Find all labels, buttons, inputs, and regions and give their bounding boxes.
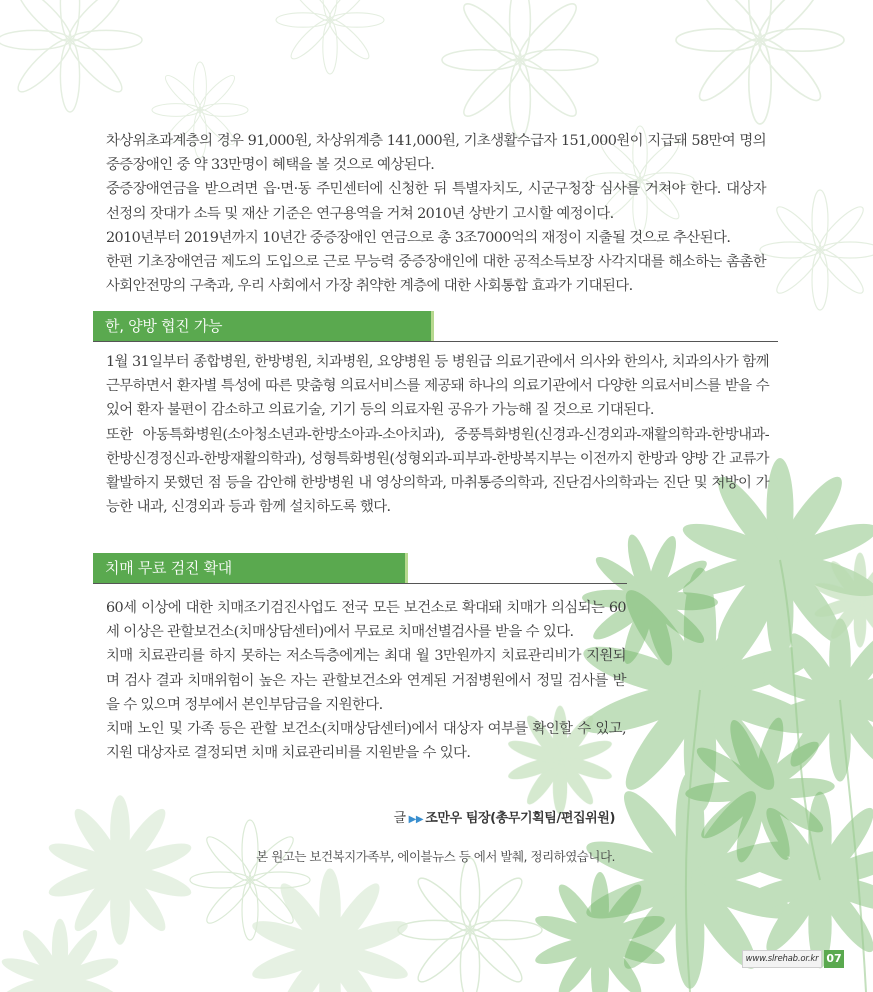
paragraph: 1월 31일부터 종합병원, 한방병원, 치과병원, 요양병원 등 병원급 의료기관에서 의사와 한의사, 치과의사가 함께 근무하면서 환자별 특성에 따른 맞춤형 의료서비스를 제공돼 하나의 의료기관에서 다양한 의료서비스를 받을 수 있어 환자 불편이 감소하고 의료기술, 기기 등의 의료자원 공유가 가능해 질 것으로 기대된다.	[106, 354, 769, 419]
section-body-oriental-western-cooperation	[106, 350, 769, 519]
paragraph: 중증장애연금을 받으려면 읍·면·동 주민센터에 신청한 뒤 특별자치도, 시군구청장 심사를 거쳐야 한다. 대상자 선정의 잣대가 소득 및 재산 기준은 연구용역을 거쳐 2010년 상반기 고시할 예정이다.	[106, 181, 766, 222]
paragraph: 차상위초과계층의 경우 91,000원, 차상위계층 141,000원, 기초생활수급자 151,000원이 지급돼 58만여 명의 중증장애인 중 약 33만명이 혜택을 볼 것으로 예상된다.	[106, 133, 766, 174]
section-heading-oriental-western-cooperation: 한, 양방 협진 가능	[93, 311, 431, 341]
paragraph: 한편 기초장애연금 제도의 도입으로 근로 무능력 중증장애인에 대한 공적소득보장 사각지대를 해소하는 촘촘한 사회안전망의 구축과, 우리 사회에서 가장 취약한 계층에 대한 사회통합 효과가 기대된다.	[106, 254, 766, 295]
paragraph: 치매 치료관리를 하지 못하는 저소득층에게는 최대 월 3만원까지 치료관리비가 지원되며 검사 결과 치매위험이 높은 자는 관할보건소와 연계된 거점병원에서 정밀 검사를 받을 수 있으며 정부에서 본인부담금을 지원한다.	[106, 648, 626, 713]
section-divider	[93, 583, 627, 584]
paragraph: 60세 이상에 대한 치매조기검진사업도 전국 모든 보건소로 확대돼 치매가 의심되는 60세 이상은 관할보건소(치매상담센터)에서 무료로 치매선별검사를 받을 수 있다.	[106, 600, 626, 641]
footer-url-badge: www.slrehab.or.kr	[742, 950, 822, 968]
section-divider	[93, 341, 778, 342]
byline-prefix: 글	[393, 811, 406, 826]
page-number: 07	[824, 950, 844, 968]
intro-text	[106, 129, 766, 298]
source-note: 본 원고는 보건복지가족부, 에이블뉴스 등 에서 발췌, 정리하였습니다.	[256, 849, 615, 864]
section-heading-dementia-screening: 치매 무료 검진 확대	[93, 553, 405, 583]
double-arrow-icon: ▶▶	[408, 814, 424, 825]
section-body-dementia-screening	[106, 596, 626, 765]
byline	[393, 807, 615, 826]
paragraph: 치매 노인 및 가족 등은 관할 보건소(치매상담센터)에서 대상자 여부를 확인할 수 있고, 지원 대상자로 결정되면 치매 치료관리비를 지원받을 수 있다.	[106, 721, 626, 762]
paragraph: 2010년부터 2019년까지 10년간 중증장애인 연금으로 총 3조7000억의 재정이 지출될 것으로 추산된다.	[106, 229, 731, 246]
paragraph: 또한 아동특화병원(소아청소년과-한방소아과-소아치과), 중풍특화병원(신경과-신경외과-재활의학과-한방내과-한방신경정신과-한방재활의학과), 성형특화병원(성형외과-피부과-한방복지부는 이전까지 한방과 양방 간 교류가 활발하지 못했던 점 등을 감안해 한방병원 내 영상의학과, 마취통증의학과, 진단검사의학과는 진단 및 처방이 가능한 내과, 신경외과 등과 함께 설치하도록 했다.	[106, 426, 769, 516]
author-name: 조만우 팀장(총무기획팀/편집위원)	[425, 811, 615, 826]
